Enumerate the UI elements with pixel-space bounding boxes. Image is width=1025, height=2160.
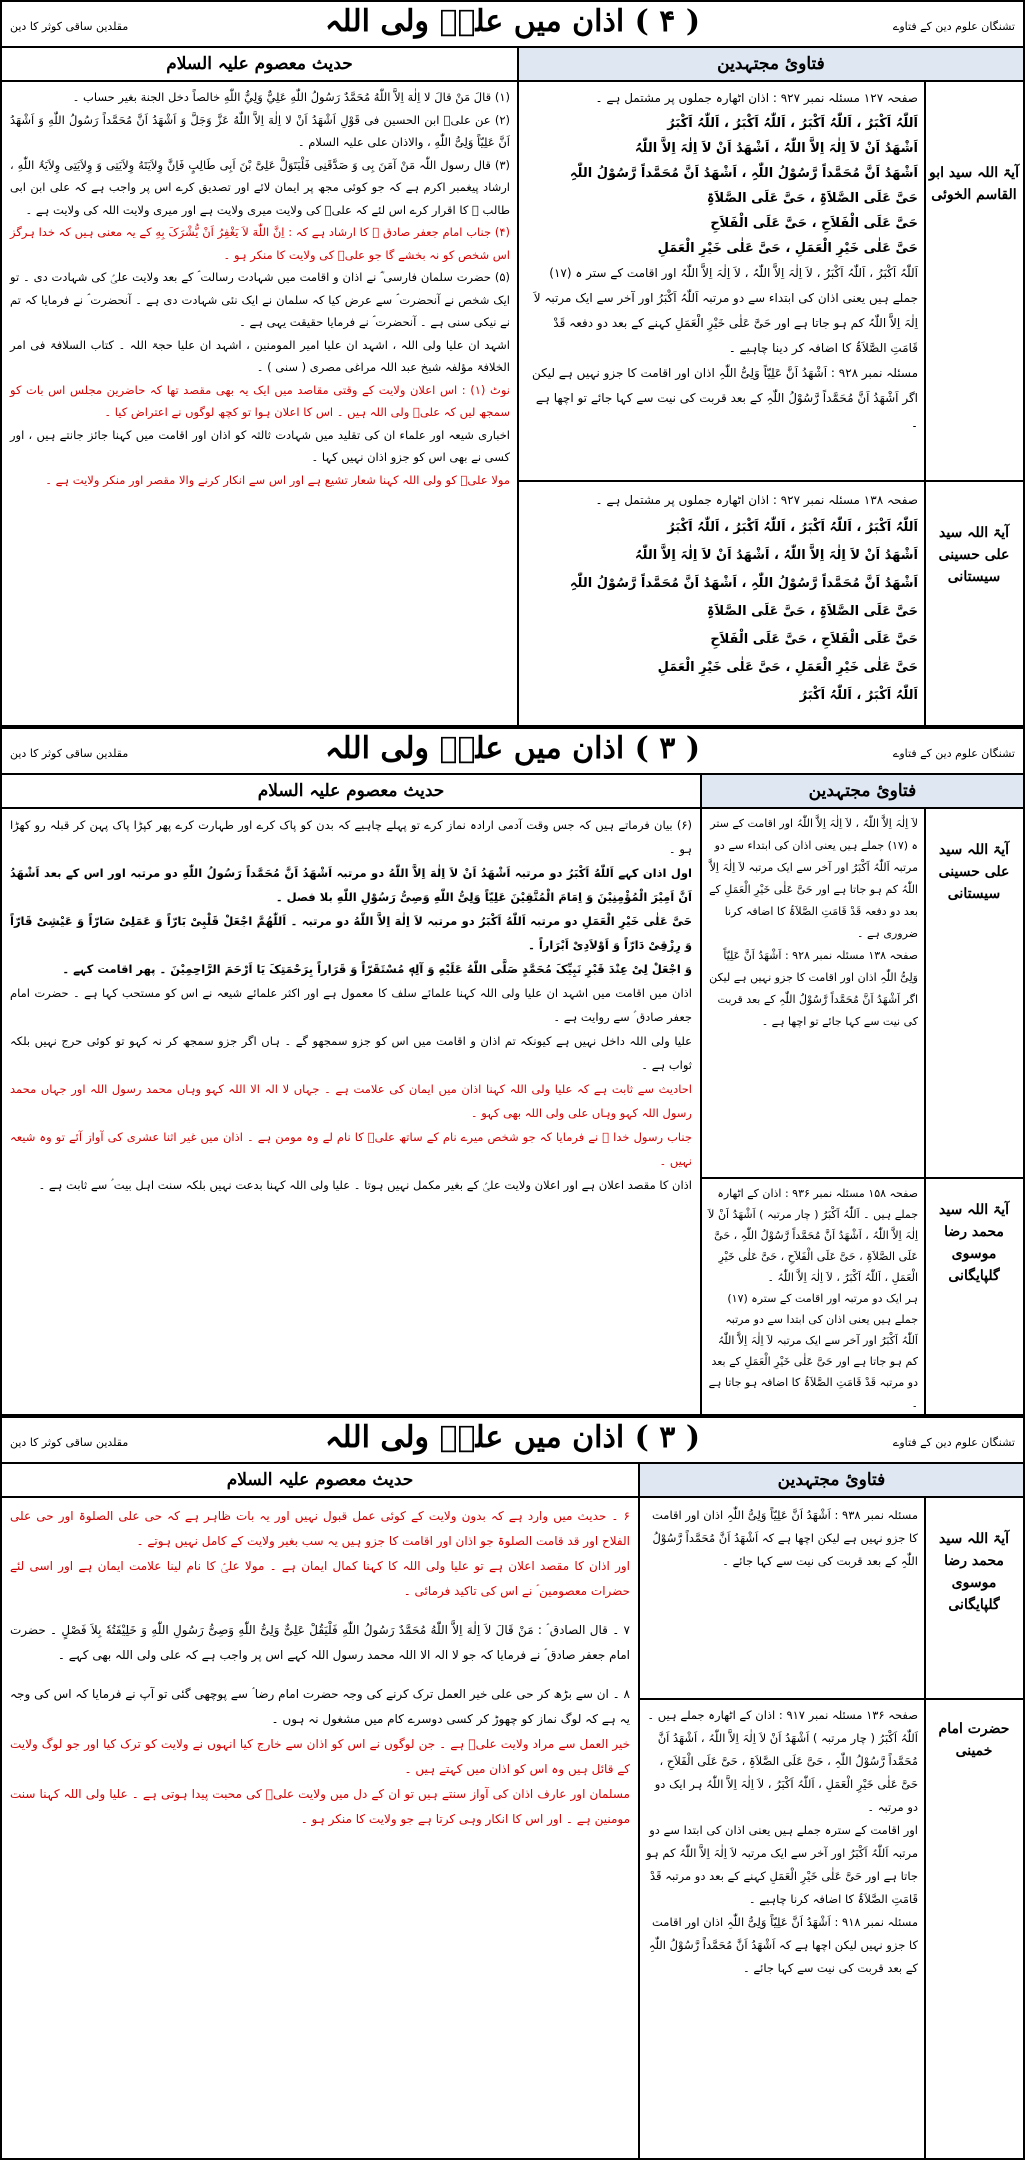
hadith-paragraph: علیا ولی اللہ داخل نہیں ہے کیونکہ تم اذان و اقامت میں اس کو جزو سمجھو گے ۔ ہاں اگر جزو سمجھ کر نہ کہو تو کوئی حرج نہیں بلکہ ثواب ہے ۔ — [10, 1034, 692, 1072]
fatwa-text — [646, 1704, 918, 1980]
hadith-paragraph: اذان کا مقصد اعلان ہے اور اعلان ولایت علیؑ کے بغیر مکمل نہیں ہوتا ۔ علیا ولی اللہ کہنا بدعت نہیں بلکہ سنت اہل بیت ؑ سے ثابت ہے ۔ — [38, 1178, 692, 1192]
hadith-text — [10, 813, 692, 1197]
hadith-paragraph: مسلمان اور عارف اذان کی آواز سنتے ہیں تو ان کے دل میں ولایت علیؑ کی محبت پیدا ہوتی ہے ۔ علیا ولی اللہ کہنا سنت مومنین ہے ۔ اور اس کا انکار وہی کرتا ہے جو ولایت کا منکر ہو ۔ — [10, 1787, 630, 1826]
hadith-paragraph: اذان میں اقامت میں اشہد ان علیا ولی اللہ کہنا علمائے سلف کا معمول ہے اور اکثر علمائے شیعہ نے اس کو مستحب کہا ہے ۔ حضرت امام جعفر صادق ؑ سے روایت ہے ۔ — [10, 986, 692, 1024]
fatwa-line: صفحہ ۱۲۷ مسئلہ نمبر ۹۲۷ : اذان اٹھارہ جملوں پر مشتمل ہے ۔ — [595, 91, 918, 105]
mujtahid-label: حضرت امام خمینی — [938, 1721, 1010, 1759]
section-header — [2, 729, 1023, 775]
fatwa-line: حَیَّ عَلَی الصَّلاَۃِ ، حَیَّ عَلَی الصَّلاَۃِ — [706, 604, 918, 619]
hadith-column-head: حدیث معصوم علیہ السلام — [2, 48, 517, 82]
hadith-paragraph: احادیث سے ثابت ہے کہ علیا ولی اللہ کہنا اذان میں ایمان کی علامت ہے ۔ جہاں لا الہ الا اللہ کہو وہاں محمد رسول اللہ اور جہاں محمد رسول اللہ کہو وہاں علی ولی اللہ بھی کہو ۔ — [10, 1082, 692, 1120]
hadith-paragraph: نوٹ (۱) : اس اعلان ولایت کے وقتی مقاصد میں ایک یہ بھی مقصد تھا کہ حاضرین مجلس اس بات کو سمجھ لیں کہ علیؑ ولی اللہ ہیں ۔ اس کا اعلان ہوا تو کچھ لوگوں نے اعتراض کیا ۔ — [10, 382, 510, 419]
hadith-paragraph: خیر العمل سے مراد ولایت علیؑ ہے ۔ جن لوگوں نے اس کو اذان سے خارج کیا انہوں نے ولایت کو ترک کیا اور جو لوگ ولایت کے قائل ہیں وہ اس کو اذان میں کہتے ہیں ۔ — [10, 1737, 630, 1776]
fatwa-text — [708, 1183, 918, 1414]
fatwa-line: اَشْھَدُ اَنْ لاَ اِلٰہَ اِلاَّ اللّٰہُ ، اَشْھَدُ اَنْ لاَ اِلٰہَ اِلاَّ اللّٰہُ — [634, 548, 918, 563]
hadith-paragraph: (۴) جناب امام جعفر صادق ؑ کا ارشاد ہے کہ : اِنَّ اللّٰهَ لاَ یَغْفِرُ اَنْ یُّشْرَکَ بِهِ کے یہ معنی ہیں کہ خدا ہرگز اس شخص کو نہ بخشے گا جو علیؑ کی ولایت کا منکر ہو ۔ — [10, 225, 510, 262]
section-header — [2, 2, 1023, 48]
fatwa-line: مسئلہ نمبر ۹۳۸ : اَشْھَدُ اَنَّ عَلِیّاً وَلِیُّ اللّٰہِ اذان اور اقامت کا جزو نہیں ہے لیکن اچھا ہے کہ اَشْھَدُ اَنَّ مُحَمَّداً رَّسُوْلُ اللّٰہِ کے بعد قربت کی نیت سے کہا جائے ۔ — [652, 1508, 918, 1568]
right-caption: تشنگان علوم دین کے فتاوے — [892, 20, 1015, 33]
hadith-paragraph: ۶ ۔ حدیث میں وارد ہے کہ بدون ولایت کے کوئی عمل قبول نہیں اور یہ بات ظاہر ہے کہ حی علی الصلوۃ اور حی علی الفلاح اور قد قامت الصلوۃ جو اذان اور اقامت کا جزو ہیں یہ سب بغیر ولایت کے کامل نہیں ہوتے ۔ — [10, 1509, 630, 1548]
fatwa-line: حَیَّ عَلَی الْفَلاَحِ ، حَیَّ عَلَی الْفَلاَحِ — [710, 632, 918, 647]
column-divider — [638, 1464, 640, 2158]
row-divider — [519, 480, 1023, 482]
section-2 — [0, 727, 1025, 1416]
hadith-paragraph: ۸ ۔ ان سے بڑھ کر حی علی خیر العمل ترک کرنے کی وجہ حضرت امام رضا ؑ سے پوچھی گئی تو آپ نے فرمایا کہ اس کی وجہ یہ ہے کہ لوگ نماز کو چھوڑ کر کسی دوسرے کام میں مشغول نہ ہوں ۔ — [10, 1687, 630, 1726]
fatwa-line: حَیَّ عَلٰی خَیْرِ الْعَمَلِ ، حَیَّ عَلٰی خَیْرِ الْعَمَلِ — [657, 241, 918, 256]
hadith-paragraph: (۲) عن علیؑ ابن الحسین فی قَوْلِ اَشْھَدُ اَنْ لا اِلٰهَ اِلاَّ اللّٰهُ عَزَّ وَجَلَّ وَ اَشْھَدُ اَنَّ مُحَمَّداً رَسُولُ اللّٰهِ وَ اَشْھَدُ اَنَّ عَلِیّاً وَلِیُّ اللّٰهِ ، والاذان علی علیہ السلام ۔ — [10, 112, 510, 149]
fatwa-line: اَللّٰہُ اَکْبَرُ ، اَللّٰہُ اَکْبَرُ — [799, 688, 918, 703]
left-caption: مقلدین ساقی کوثر کا دین — [10, 747, 129, 760]
mujtahid-label: آیۃ اللہ سید علی حسینی سیستانی — [938, 525, 1010, 585]
fatwa-line: اَشْھَدُ اَنْ لاَ اِلٰہَ اِلاَّ اللّٰہُ ، اَشْھَدُ اَنْ لاَ اِلٰہَ اِلاَّ اللّٰہُ — [634, 141, 918, 156]
mujtahid-label: آیۃ اللہ سید ابو القاسم الخوئی — [929, 165, 1019, 203]
column-divider — [700, 775, 702, 1414]
hadith-paragraph: (۵) حضرت سلمان فارسی ؓ نے اذان و اقامت میں شہادت رسالت ؐ کے بعد ولایت علیؑ کی شہادت دی ۔ تو ایک شخص نے آنحضرت ؐ سے عرض کیا کہ سلمان نے ایک نئی شہادت دی ہے ۔ آنحضرت ؐ نے فرمایا کہ تم نے نیکی سنی ہے ۔ آنحضرت ؐ نے فرمایا حقیقت یہی ہے ۔ — [10, 270, 510, 329]
row-divider — [702, 1177, 1023, 1179]
label-divider — [924, 1498, 926, 2158]
column-divider — [517, 48, 519, 725]
hadith-paragraph: (۳) قال رسول اللّٰہ مَنْ آمَنَ بِی وَ صَدَّقَنِی فَلْیَتَوَلَّ عَلِیَّ بْنَ اَبِی طَالِبٍ فَاِنَّ وِلاَیَتَهُ وِلاَیَتِی وَ وِلاَیَتِی وِلاَیَۃُ اللّٰهِ ، ارشاد پیغمبر اکرم ہے کہ جو کوئی مجھ پر ایمان لائے اور تصدیق کرے اس پر واجب ہے کہ علی ابن ابی طالب ؑ کا اقرار کرے اس لئے کہ علیؑ کی ولایت میری ولایت ہے اور میری ولایت اللہ کی ولایت ہے ۔ — [10, 157, 510, 217]
fatwa-line: صفحہ ۱۳۸ مسئلہ نمبر ۹۲۷ : اذان اٹھارہ جملوں پر مشتمل ہے ۔ — [595, 493, 918, 507]
fatwa-line: اَللّٰہُ اَکْبَرُ ، اَللّٰہُ اَکْبَرُ ، لاَ اِلٰہَ اِلاَّ اللّٰہُ ، لاَ اِلٰہَ اِلاَّ اللّٰہُ اور اقامت کے ستر ہ (۱۷) جملے ہیں یعنی اذان کی ابتداء سے دو مرتبہ اَللّٰہُ اَکْبَرُ اور آخر سے ایک مرتبہ لاَ اِلٰہَ اِلاَّ اللّٰہُ کم ہو جاتا ہے اور حَیَّ عَلٰی خَیْرِ الْعَمَلِ کہنے کے بعد دو دفعہ قَدْ قَامَتِ الصَّلاَۃُ کا اضافہ کر دینا چاہیے ۔ — [533, 266, 918, 355]
fatwa-text — [526, 486, 918, 710]
fatwa-line: حَیَّ عَلَی الصَّلاَۃِ ، حَیَّ عَلَی الصَّلاَۃِ — [706, 191, 918, 206]
section-header — [2, 1418, 1023, 1464]
fatwa-line: اور اقامت کے سترہ جملے ہیں یعنی اذان کی ابتدا سے دو مرتبہ اَللّٰہُ اَکْبَرُ اور آخر سے ایک مرتبہ لاَ اِلٰہَ اِلاَّ اللّٰہُ کم ہو جاتا ہے اور حَیَّ عَلٰی خَیْرِ الْعَمَلِ کہنے کے بعد دو مرتبہ قَدْ قَامَتِ الصَّلاَۃُ کا اضافہ کرنا چاہیے ۔ — [646, 1823, 918, 1906]
hadith-text — [10, 86, 510, 491]
hadith-column-head: حدیث معصوم علیہ السلام — [2, 1464, 638, 1498]
fatwa-line: مسئلہ نمبر ۹۱۸ : اَشْھَدُ اَنَّ عَلِیّاً وَلِیُّ اللّٰہِ اذان اور اقامت کا جزو نہیں لیکن اچھا ہے کہ اَشْھَدُ اَنَّ مُحَمَّداً رَّسُوْلُ اللّٰہِ کے بعد قربت کی نیت سے کہا جائے ۔ — [648, 1915, 918, 1975]
fatwa-line: حَیَّ عَلٰی خَیْرِ الْعَمَلِ ، حَیَّ عَلٰی خَیْرِ الْعَمَلِ — [657, 660, 918, 675]
left-caption: مقلدین ساقی کوثر کا دین — [10, 20, 129, 33]
fatwa-line: لاَ اِلٰہَ اِلاَّ اللّٰہُ ، لاَ اِلٰہَ اِلاَّ اللّٰہُ اور اقامت کے ستر ہ (۱۷) جملے ہیں یعنی اذان کی ابتداء سے دو مرتبہ اَللّٰہُ اَکْبَرُ اور آخر سے ایک مرتبہ لاَ اِلٰہَ اِلاَّ اللّٰہُ کم ہو جاتا ہے اور حَیَّ عَلٰی خَیْرِ الْعَمَلِ کے بعد دو دفعہ قَدْ قَامَتِ الصَّلاَۃُ کا اضافہ کرنا ضروری ہے ۔ — [709, 817, 918, 940]
right-caption: تشنگان علوم دین کے فتاوے — [892, 747, 1015, 760]
section-1 — [0, 0, 1025, 727]
fatwa-line: صفحہ ۱۳۶ مسئلہ نمبر ۹۱۷ : اذان کے اٹھارہ جملے ہیں ۔ اَللّٰہُ اَکْبَرُ ( چار مرتبہ ) اَشْھَدُ اَنْ لاَ اِلٰہَ اِلاَّ اللّٰہُ ، اَشْھَدُ اَنَّ مُحَمَّداً رَّسُوْلُ اللّٰہِ ، حَیَّ عَلَی الصَّلاَۃِ ، حَیَّ عَلَی الْفَلاَحِ ، حَیَّ عَلٰی خَیْرِ الْعَمَلِ ، اَللّٰہُ اَکْبَرُ ، لاَ اِلٰہَ اِلاَّ اللّٰہُ ہر ایک دو دو مرتبہ ۔ — [647, 1708, 918, 1814]
hadith-column-head: حدیث معصوم علیہ السلام — [2, 775, 700, 809]
hadith-paragraph: وَ اجْعَلْ لِیْ عِنْدَ قَبْرِ نَبِیِّکَ مُحَمَّدٍ صَلَّی اللّٰهُ عَلَیْهِ وَ آلِهٖ مُسْتَقَرّاً وَ قَرَاراً بِرَحْمَتِکَ یَا اَرْحَمَ الرَّاحِمِیْنَ ۔ پھر اقامت کہے ۔ — [62, 962, 692, 976]
label-divider — [924, 809, 926, 1414]
fatwa-text — [708, 813, 918, 1033]
hadith-paragraph: (۶) بیان فرماتے ہیں کہ جس وقت آدمی ارادہ نماز کرے تو پہلے چاہیے کہ بدن کو پاک کرے اور طہارت کرے پھر کپڑا پاک پہن کر قبلہ رو کھڑا ہو ۔ — [10, 818, 692, 856]
fatwa-text — [646, 1504, 918, 1573]
hadith-paragraph: ۷ ۔ قال الصادق ؑ : مَنْ قَالَ لاَ اِلٰهَ اِلاَّ اللّٰهُ مُحَمَّدٌ رَسُولُ اللّٰهِ فَلْیَقُلْ عَلِیٌّ وَلِیُّ اللّٰهِ وَصِیُّ رَسُولِ اللّٰهِ وَ خَلِیْفَتُهٗ بِلاَ فَصْلٍ ۔ حضرت امام جعفر صادق ؑ نے فرمایا کہ جو لا الہ الا اللہ محمد رسول اللہ کہے اس پر واجب ہے کہ علی ولی اللہ بھی کہے ۔ — [10, 1623, 630, 1662]
fatwa-line: حَیَّ عَلَی الْفَلاَحِ ، حَیَّ عَلَی الْفَلاَحِ — [710, 216, 918, 231]
fatwa-line: صفحہ ۱۵۸ مسئلہ نمبر ۹۳۶ : اذان کے اٹھارہ جملے ہیں ۔ اَللّٰہُ اَکْبَرُ ( چار مرتبہ ) اَشْھَدُ اَنْ لاَ اِلٰہَ اِلاَّ اللّٰہُ ، اَشْھَدُ اَنَّ مُحَمَّداً رَّسُوْلُ اللّٰہِ ، حَیَّ عَلَی الصَّلاَۃِ ، حَیَّ عَلَی الْفَلاَحِ ، حَیَّ عَلٰی خَیْرِ الْعَمَلِ ، اَللّٰہُ اَکْبَرُ ، لاَ اِلٰہَ اِلاَّ اللّٰہُ ۔ — [708, 1187, 918, 1284]
fatwa-line: اَللّٰہُ اَکْبَرُ ، اَللّٰہُ اَکْبَرُ ، اَللّٰہُ اَکْبَرُ ، اَللّٰہُ اَکْبَرُ — [667, 520, 918, 535]
section-3 — [0, 1416, 1025, 2160]
section-title: ( ۴ ) اذان میں علیؑ ولی اللہ — [324, 4, 701, 39]
hadith-text — [10, 1504, 630, 1832]
hadith-paragraph: جناب رسول خدا ؐ نے فرمایا کہ جو شخص میرے نام کے ساتھ علیؑ کا نام لے وہ مومن ہے ۔ اذان میں غیر اثنا عشری کی آواز آئے تو وہ شیعہ نہیں ۔ — [10, 1130, 692, 1168]
hadith-paragraph: حَیَّ عَلٰی خَیْرِ الْعَمَلِ دو مرتبہ اَللّٰهُ اَکْبَرُ دو مرتبہ لاَ اِلٰهَ اِلاَّ اللّٰهُ دو مرتبہ ۔ اَللّٰهُمَّ اجْعَلْ قَلْبِیْ بَارّاً وَ عَمَلِیْ سَارّاً وَ عَیْشِیْ قَارّاً وَ رِزْقِیْ دَارّاً وَ اَوْلاَدِیْ اَبْرَاراً ۔ — [10, 914, 692, 952]
row-divider — [640, 1698, 1023, 1700]
mujtahid-label: آیۃ اللہ سید محمد رضا موسوی گلپایگانی — [938, 1202, 1010, 1284]
fatwa-column-head: فتاوئ مجتہدین — [702, 775, 1023, 809]
fatwa-column-head: فتاوئ مجتہدین — [519, 48, 1023, 82]
hadith-paragraph: اول اذان کہے اَللّٰهُ اَکْبَرُ دو مرتبہ اَشْھَدُ اَنْ لاَ اِلٰهَ اِلاَّ اللّٰهُ دو مرتبہ اَشْھَدُ اَنَّ مُحَمَّداً رَسُولُ اللّٰهِ دو مرتبہ اور اس کے بعد اَشْھَدُ اَنَّ اَمِیْرَ الْمُؤْمِنِیْنَ وَ اِمَامَ الْمُتَّقِیْنَ عَلِیّاً وَلِیُّ اللّٰهِ وَصِیُّ رَسُوْلِ اللّٰهِ بلا فصل ۔ — [10, 866, 692, 904]
mujtahid-label: آیۃ اللہ سید محمد رضا موسوی گلپایگانی — [938, 1531, 1010, 1613]
hadith-paragraph: مولا علیؑ کو ولی اللہ کہنا شعار تشیع ہے اور اس سے انکار کرنے والا مقصر اور منکر ولایت ہے ۔ — [45, 472, 510, 487]
fatwa-text — [526, 86, 918, 436]
hadith-paragraph: اور اذان کا مقصد اعلان ہے تو علیا ولی اللہ کا کہنا کمال ایمان ہے ۔ مولا علیؑ کا نام لینا علامت ایمان ہے اور اسی لئے حضرات معصومین ؑ نے اس کی تاکید فرمائی ۔ — [10, 1559, 630, 1598]
fatwa-line: مسئلہ نمبر ۹۲۸ : اَشْھَدُ اَنَّ عَلِیّاً وَلِیُّ اللّٰہِ اذان اور اقامت کا جزو نہیں ہے لیکن اگر اَشْھَدُ اَنَّ مُحَمَّداً رَّسُوْلُ اللّٰہِ کے بعد قربت کی نیت سے کہا جائے تو اچھا ہے ۔ — [531, 366, 918, 430]
fatwa-line: اَشْھَدُ اَنَّ مُحَمَّداً رَّسُوْلُ اللّٰہِ ، اَشْھَدُ اَنَّ مُحَمَّداً رَّسُوْلُ اللّٰہِ — [569, 166, 918, 181]
fatwa-line: اَللّٰہُ اَکْبَرُ ، اَللّٰہُ اَکْبَرُ ، اَللّٰہُ اَکْبَرُ ، اَللّٰہُ اَکْبَرُ — [667, 116, 918, 131]
fatwa-column-head: فتاوئ مجتہدین — [640, 1464, 1023, 1498]
hadith-paragraph: اخباری شیعہ اور علماء ان کی تقلید میں شہادت ثالثہ کو اذان اور اقامت میں کہنا جائز جانتے ہیں ، اور کسی نے بھی اس کو جزو اذان نہیں کہا ۔ — [10, 427, 510, 464]
hadith-paragraph: (۱) قالَ مَنْ قالَ لا اِلٰهَ اِلاَّ اللّٰهُ مُحَمَّدٌ رَسُولُ اللّٰهِ عَلِيٌّ وَلِيُّ اللّٰهِ خالصاً دخل الجنة بغیر حساب ۔ — [72, 90, 510, 104]
fatwa-line: ہر ایک دو مرتبہ اور اقامت کے سترہ (۱۷) جملے ہیں یعنی اذان کی ابتدا سے دو مرتبہ اَللّٰہُ اَکْبَرُ اور آخر سے ایک مرتبہ لاَ اِلٰہَ اِلاَّ اللّٰہُ کم ہو جاتا ہے اور حَیَّ عَلٰی خَیْرِ الْعَمَلِ کے بعد دو مرتبہ قَدْ قَامَتِ الصَّلاَۃُ کا اضافہ ہو جاتا ہے ۔ — [708, 1292, 918, 1410]
section-title: ( ۳ ) اذان میں علیؑ ولی اللہ — [324, 731, 701, 766]
fatwa-line: صفحہ ۱۳۸ مسئلہ نمبر ۹۲۸ : اَشْھَدُ اَنَّ عَلِیّاً وَلِیُّ اللّٰہِ اذان اور اقامت کا جزو نہیں ہے لیکن اگر اَشْھَدُ اَنَّ مُحَمَّداً رَّسُوْلُ اللّٰہِ کے بعد قربت کی نیت سے کہا جائے تو اچھا ہے ۔ — [709, 949, 918, 1028]
fatwa-line: اَشْھَدُ اَنَّ مُحَمَّداً رَّسُوْلُ اللّٰہِ ، اَشْھَدُ اَنَّ مُحَمَّداً رَّسُوْلُ اللّٰہِ — [569, 576, 918, 591]
label-divider — [924, 82, 926, 725]
hadith-paragraph: اشہد ان علیا ولی اللہ ، اشہد ان علیا امیر المومنین ، اشہد ان علیا حجۃ اللہ ۔ کتاب السلافۃ فی امر الخلافۃ مؤلفہ شیخ عبد اللہ مراغی مصری ( سنی ) ۔ — [10, 337, 510, 374]
right-caption: تشنگان علوم دین کے فتاوے — [892, 1436, 1015, 1449]
section-title: ( ۳ ) اذان میں علیؑ ولی اللہ — [324, 1420, 701, 1455]
left-caption: مقلدین ساقی کوثر کا دین — [10, 1436, 129, 1449]
mujtahid-label: آیۃ اللہ سید علی حسینی سیستانی — [938, 842, 1010, 902]
